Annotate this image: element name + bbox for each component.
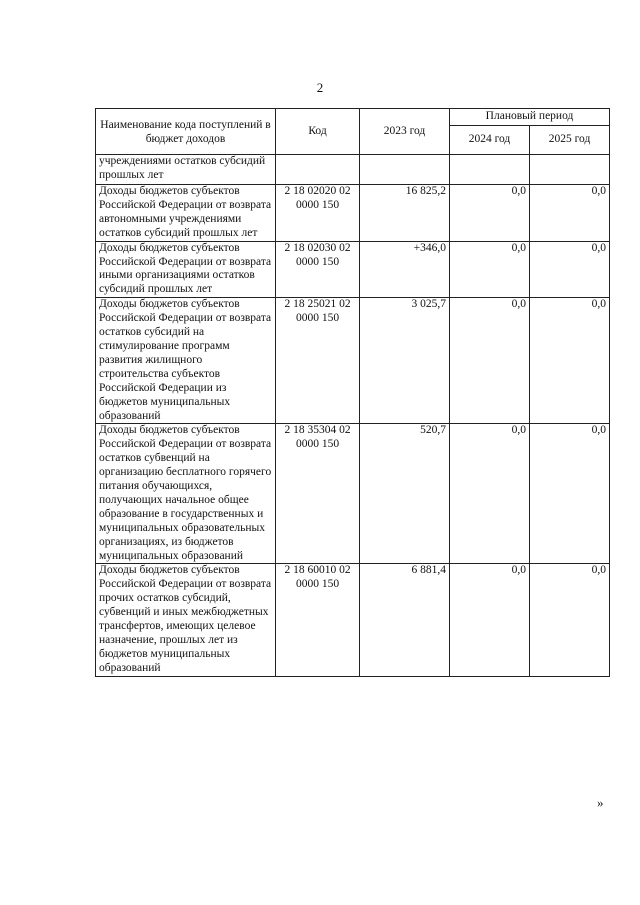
row-code: 2 18 02020 02 0000 150 <box>276 185 360 242</box>
table-row <box>96 241 610 298</box>
row-name: Доходы бюджетов субъектов Российской Федерации от возврата прочих остатков субсидий, субвенций и иных межбюджетных трансфертов, имеющих целевое назначение, прошлых лет из бюджетов муниципальных образований <box>96 564 276 676</box>
row-value-2023: 6 881,4 <box>360 564 450 676</box>
row-value-2025 <box>530 155 610 185</box>
row-name: Доходы бюджетов субъектов Российской Федерации от возврата иными организациями остатков субсидий прошлых лет <box>96 241 276 298</box>
row-value-2025: 0,0 <box>530 185 610 242</box>
row-name: Доходы бюджетов субъектов Российской Федерации от возврата остатков субсидий на стимулирование программ развития жилищного строительства субъектов Российской Федерации из бюджетов муниципальных образований <box>96 298 276 424</box>
row-code: 2 18 35304 02 0000 150 <box>276 424 360 564</box>
row-value-2023: 16 825,2 <box>360 185 450 242</box>
header-name: Наименование кода поступлений в бюджет доходов <box>96 109 276 155</box>
header-planning-period: Плановый период <box>450 109 610 126</box>
row-code: 2 18 60010 02 0000 150 <box>276 564 360 676</box>
budget-revenue-table <box>95 108 610 677</box>
row-code: 2 18 25021 02 0000 150 <box>276 298 360 424</box>
row-value-2024: 0,0 <box>450 298 530 424</box>
table-row <box>96 185 610 242</box>
row-code: 2 18 02030 02 0000 150 <box>276 241 360 298</box>
row-value-2023: 3 025,7 <box>360 298 450 424</box>
row-value-2024: 0,0 <box>450 424 530 564</box>
table-row-continuation <box>96 155 610 185</box>
header-code: Код <box>276 109 360 155</box>
row-value-2025: 0,0 <box>530 564 610 676</box>
row-value-2025: 0,0 <box>530 298 610 424</box>
closing-quote: » <box>597 795 604 810</box>
header-year-2023: 2023 год <box>360 109 450 155</box>
row-value-2024: 0,0 <box>450 564 530 676</box>
row-value-2024: 0,0 <box>450 241 530 298</box>
row-value-2023: +346,0 <box>360 241 450 298</box>
row-name: Доходы бюджетов субъектов Российской Федерации от возврата автономными учреждениями остатков субсидий прошлых лет <box>96 185 276 242</box>
row-value-2025: 0,0 <box>530 241 610 298</box>
row-value-2023: 520,7 <box>360 424 450 564</box>
row-code <box>276 155 360 185</box>
row-name: Доходы бюджетов субъектов Российской Федерации от возврата остатков субвенций на организацию бесплатного горячего питания обучающихся, получающих начальное общее образование в государственных и муниципальных образовательных организациях, из бюджетов муниципальных образований <box>96 424 276 564</box>
header-year-2025: 2025 год <box>530 126 610 155</box>
header-year-2024: 2024 год <box>450 126 530 155</box>
row-value-2023 <box>360 155 450 185</box>
row-value-2024: 0,0 <box>450 185 530 242</box>
row-value-2025: 0,0 <box>530 424 610 564</box>
table-row <box>96 424 610 564</box>
table-row <box>96 564 610 676</box>
page-number: 2 <box>316 80 324 95</box>
row-value-2024 <box>450 155 530 185</box>
table-row <box>96 298 610 424</box>
row-name: учреждениями остатков субсидий прошлых лет <box>96 155 276 185</box>
